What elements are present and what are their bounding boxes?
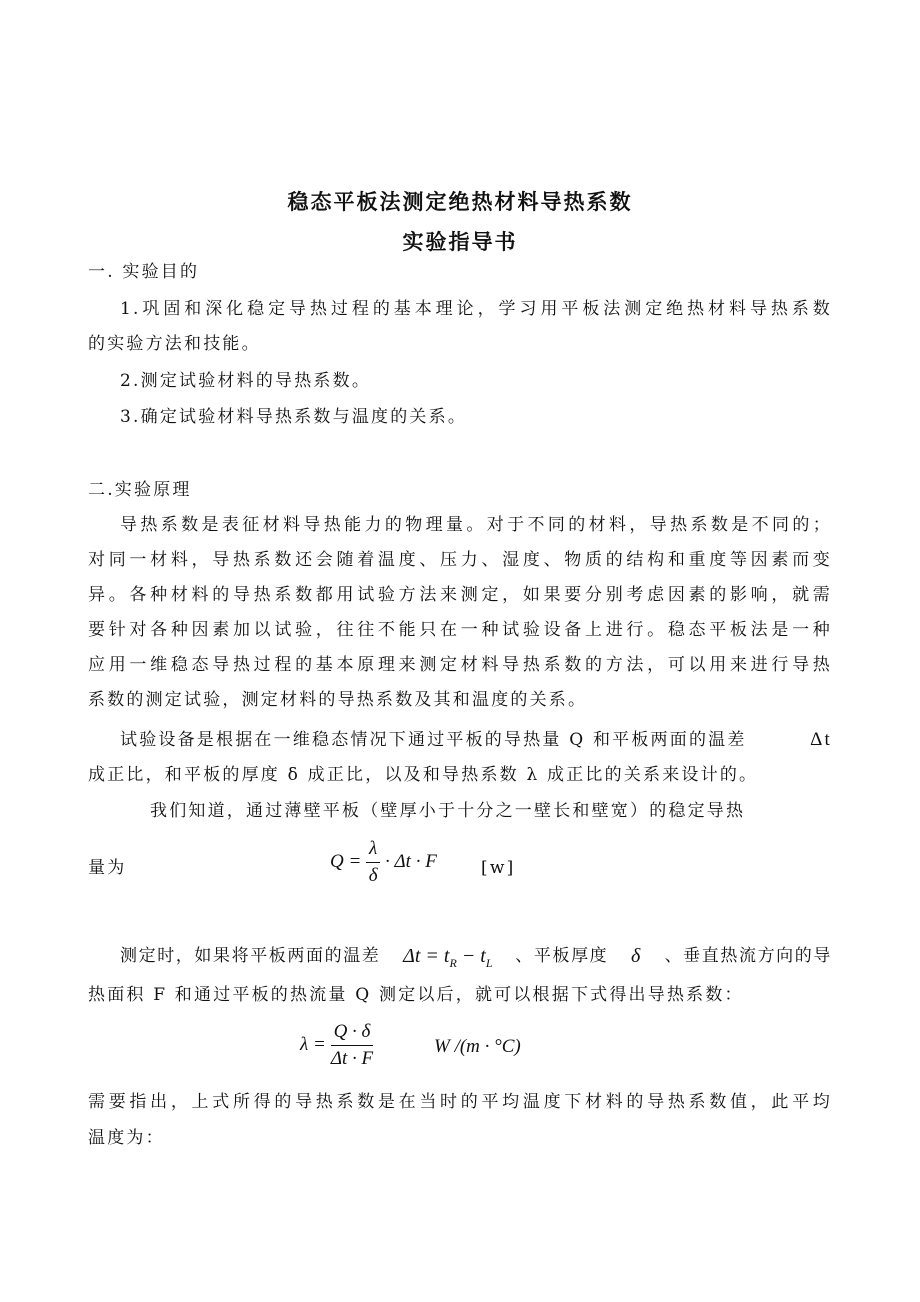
formula-conductivity [300,1021,373,1070]
para1-line-1: 导热系数是表征材料导热能力的物理量。对于不同的材料，导热系数是不同的； [120,515,832,535]
para5-line-1: 需要指出，上式所得的导热系数是在当时的平均温度下材料的导热系数值，此平均 [88,1092,832,1112]
para1-line-6: 系数的测定试验，测定材料的导热系数及其和温度的关系。 [88,690,588,710]
document-subtitle: 实验指导书 [402,230,518,254]
formula1-lhs: Q = [330,850,362,872]
para4-text-1: 测定时，如果将平板两面的温差 [120,946,381,966]
objective-1-line-2: 的实验方法和技能。 [88,334,261,354]
document-title: 稳态平板法测定绝热材料导热系数 [287,190,633,214]
formula2-fraction [331,1021,374,1070]
para4-line-1 [120,946,832,973]
formula2-numerator: Q · δ [331,1021,374,1046]
section-2-heading: 二.实验原理 [88,480,192,500]
para2-text: 试验设备是根据在一维稳态情况下通过平板的导热量 Q 和平板两面的温差 [120,730,747,750]
delta-t-symbol: Δt [810,729,832,750]
objective-2: 2.测定试验材料的导热系数。 [120,371,372,391]
formula-heat-flow [330,838,437,887]
formula1-unit: [w] [481,858,516,878]
formula-delta-t [403,946,492,973]
para5-line-2: 温度为： [88,1128,165,1148]
formula1-numerator: λ [366,838,380,863]
section-1-heading: 一. 实验目的 [88,262,200,282]
para3-label: 量为 [88,858,127,878]
minus-t: − t [456,945,486,967]
para1-line-5: 应用一维稳态导热过程的基本原理来测定材料导热系数的方法，可以用来进行导热 [88,655,832,675]
para1-line-3: 异。各种材料的导热系数都用试验方法来测定，如果要分别考虑因素的影响，就需 [88,585,832,605]
objective-1-line-1: 1.巩固和深化稳定导热过程的基本理论，学习用平板法测定绝热材料导热系数 [120,299,832,319]
formula2-lhs: λ = [300,1033,326,1055]
para4-text-2: 、平板厚度 [515,946,609,966]
para2-line-1 [120,730,832,750]
subscript-l: L [485,956,493,970]
objective-3: 3.确定试验材料导热系数与温度的关系。 [120,407,468,427]
formula1-rest: · Δt · F [385,850,437,872]
formula2-unit: W /(m · °C) [434,1036,521,1057]
subscript-r: R [449,956,457,970]
para1-line-2: 对同一材料，导热系数还会随着温度、压力、湿度、物质的结构和重度等因素而变 [88,550,832,570]
para4-text-3: 、垂直热流方向的导 [664,946,832,966]
para3-line-1: 我们知道，通过薄壁平板（壁厚小于十分之一壁长和壁宽）的稳定导热 [150,801,746,821]
delta-symbol: δ [630,945,642,967]
formula2-denominator: Δt · F [330,1048,374,1069]
formula1-fraction [366,838,380,887]
delta-t-expr: Δt = t [403,945,450,967]
para1-line-4: 要针对各种因素加以试验，往往不能只在一种试验设备上进行。稳态平板法是一种 [88,620,832,640]
formula1-denominator: δ [368,865,378,886]
para4-line-2: 热面积 F 和通过平板的热流量 Q 测定以后，就可以根据下式得出导热系数： [88,985,744,1005]
para2-line-2: 成正比，和平板的厚度 δ 成正比，以及和导热系数 λ 成正比的关系来设计的。 [88,765,759,785]
